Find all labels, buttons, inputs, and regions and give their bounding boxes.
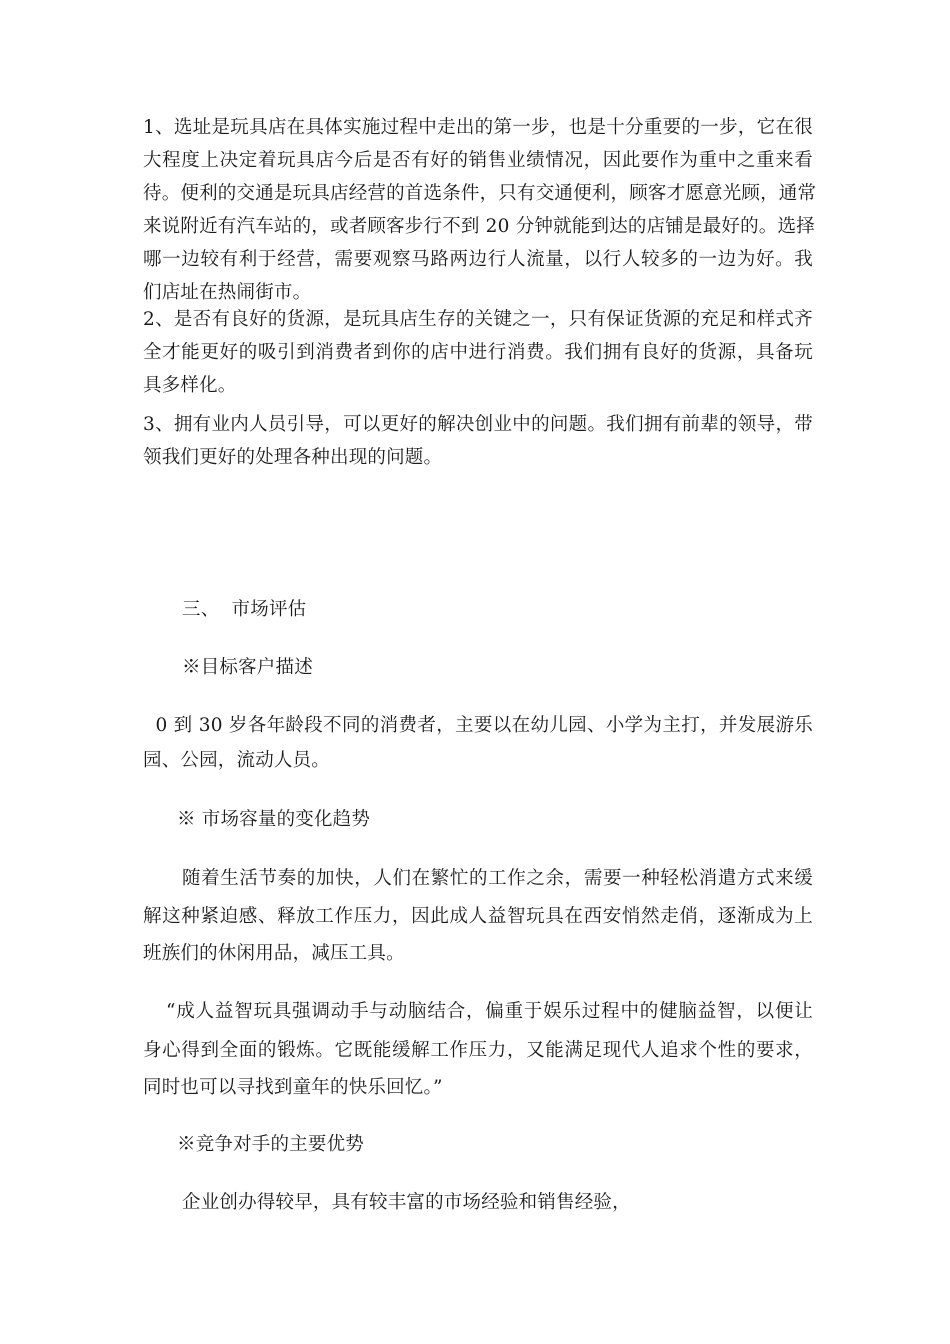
market-trend-p1-line-3: 班族们的休闲用品，减压工具。 — [143, 943, 405, 964]
paragraph-1-line-2: 大程度上决定着玩具店今后是否有好的销售业绩情况，因此要作为重中之重来看 — [143, 150, 813, 171]
market-trend-p2-line-1: “成人益智玩具强调动手与动脑结合，偏重于娱乐过程中的健脑益智，以便让 — [166, 1001, 813, 1022]
market-trend-p1-line-2: 解这种紧迫感、释放工作压力，因此成人益智玩具在西安悄然走俏，逐渐成为上 — [143, 906, 813, 927]
paragraph-2-line-3: 具多样化。 — [143, 375, 237, 396]
target-customer-line-2: 园、公园，流动人员。 — [143, 750, 331, 771]
paragraph-1-line-6: 们店址在热闹街市。 — [143, 282, 312, 303]
subheading-competitor-advantages: ※竞争对手的主要优势 — [177, 1134, 365, 1155]
paragraph-1-line-5: 哪一边较有利于经营，需要观察马路两边行人流量，以行人较多的一边为好。我 — [143, 249, 813, 270]
paragraph-1-line-1: 1、选址是玩具店在具体实施过程中走出的第一步，也是十分重要的一步，它在很 — [143, 117, 813, 138]
paragraph-3-line-2: 领我们更好的处理各种出现的问题。 — [143, 447, 443, 468]
competitor-line-1: 企业创办得较早，具有较丰富的市场经验和销售经验， — [182, 1192, 631, 1213]
market-trend-p1-line-1: 随着生活节奏的加快，人们在繁忙的工作之余，需要一种轻松消遣方式来缓 — [182, 868, 813, 889]
paragraph-2-line-1: 2、是否有良好的货源，是玩具店生存的关键之一，只有保证货源的充足和样式齐 — [143, 309, 813, 330]
subheading-target-customer: ※目标客户描述 — [182, 657, 313, 678]
paragraph-1-line-4: 来说附近有汽车站的，或者顾客步行不到 20 分钟就能到达的店铺是最好的。选择 — [143, 216, 815, 237]
paragraph-1-line-3: 待。便利的交通是玩具店经营的首选条件，只有交通便利，顾客才愿意光顾，通常 — [143, 183, 817, 204]
paragraph-3-line-1: 3、拥有业内人员引导，可以更好的解决创业中的问题。我们拥有前辈的领导，带 — [143, 414, 813, 435]
section-heading-market-evaluation: 三、 市场评估 — [182, 599, 307, 620]
subheading-market-trend: ※ 市场容量的变化趋势 — [177, 809, 371, 830]
paragraph-2-line-2: 全才能更好的吸引到消费者到你的店中进行消费。我们拥有良好的货源，具备玩 — [143, 342, 813, 363]
target-customer-line-1: 0 到 30 岁各年龄段不同的消费者，主要以在幼儿园、小学为主打，并发展游乐 — [143, 715, 813, 736]
market-trend-p2-line-2: 身心得到全面的锻炼。它既能缓解工作压力，又能满足现代人追求个性的要求， — [143, 1040, 813, 1061]
market-trend-p2-line-3: 同时也可以寻找到童年的快乐回忆。” — [143, 1077, 443, 1098]
